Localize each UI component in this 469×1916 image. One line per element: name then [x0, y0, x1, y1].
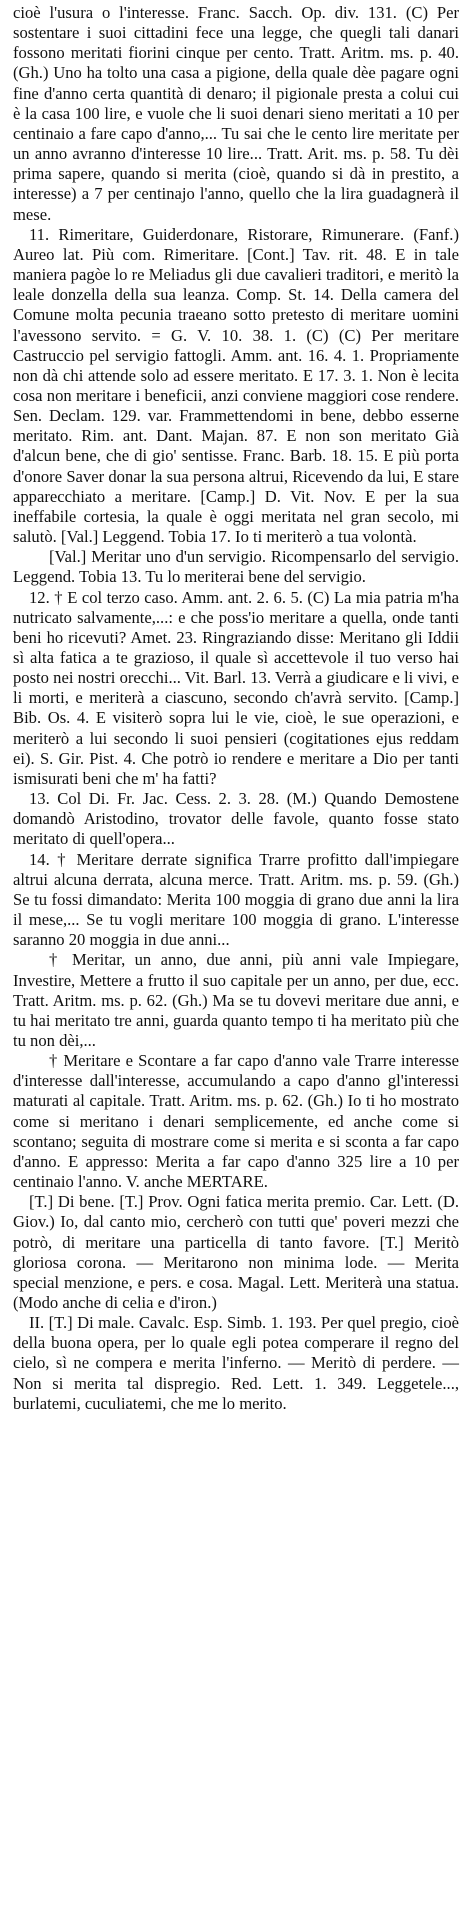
- paragraph-meritar-anni: † Meritar, un anno, due anni, più anni vale Impiegare, Investire, Mettere a frutto il suo capitale per un anno, per due, ecc. Tratt. Aritm. ms. p. 62. (Gh.) Ma se tu dovevi meritare due anni, e tu hai meritato tre anni, guarda quanto tempo ti ha meritato più che tu non dèi,...: [13, 950, 459, 1050]
- paragraph-sense-11: 11. Rimeritare, Guiderdonare, Ristorare, Rimunerare. (Fanf.) Aureo lat. Più com. Rimeritare. [Cont.] Tav. rit. 48. E in tale maniera pagòe lo re Meliadus gli due cavalieri traditori, e meritò la leale donzella della sua leanza. Comp. St. 14. Della camera del Comune molta pecunia traeano sotto pretesto di meritare uomini l'avessono servito. = G. V. 10. 38. 1. (C) (C) Per meritare Castruccio pel servigio fattogli. Amm. ant. 16. 4. 1. Propriamente non dà chi attende solo ad essere meritato. E 17. 3. 1. Non è lecita cosa non meritare i beneficii, anzi conviene maggiori cose rendere. Sen. Declam. 129. var. Frammettendomi in bene, debbo esserne meritato. Rim. ant. Dant. Majan. 87. E non son meritato Già d'alcun bene, che di gio' sentisse. Franc. Barb. 18. 15. E più porta d'onore Saver donar la sua persona altrui, Ricevendo da lui, E stare apparecchiato a meritare. [Camp.] D. Vit. Nov. E per la sua ineffabile cortesia, la quale è oggi meritata nel gran secolo, mi salutò. [Val.] Leggend. Tobia 17. Io ti meriterò a tua volontà.: [13, 224, 459, 547]
- paragraph-di-male: II. [T.] Di male. Cavalc. Esp. Simb. 1. 193. Per quel pregio, cioè della buona opera, per lo quale egli potea comperare il regno del cielo, sì ne compera e merita l'inferno. — Meritò di perdere. — Non si merita tal dispregio. Red. Lett. 1. 349. Leggetele..., burlatemi, cuculiatemi, che me lo merito.: [13, 1313, 459, 1413]
- paragraph-sense-13: 13. Col Di. Fr. Jac. Cess. 2. 3. 28. (M.) Quando Demostene domandò Aristodino, trovator delle favole, quanto fosse stato meritato di quell'opera...: [13, 789, 459, 849]
- paragraph-meritar-uno: [Val.] Meritar uno d'un servigio. Ricompensarlo del servigio. Leggend. Tobia 13. Tu lo meriterai bene del servigio.: [13, 547, 459, 587]
- paragraph-sense-14: 14. † Meritare derrate significa Trarre profitto dall'impiegare altrui alcuna derrata, alcuna merce. Tratt. Aritm. ms. p. 59. (Gh.) Se tu fossi dimandato: Merita 100 moggia di grano due anni la lira il mese,... Se tu vogli meritare 100 moggia di grano. L'interesse saranno 20 moggia in due anni...: [13, 849, 459, 950]
- paragraph-meritare-scontare: † Meritare e Scontare a far capo d'anno vale Trarre interesse d'interesse dall'interesse, accumulando a capo d'anno gl'interessi maturati al capitale. Tratt. Aritm. ms. p. 62. (Gh.) Io ti ho mostrato come si meritano i denari semplicemente, ed anche come si scontano; seguita di mostrare come si merita e si sconta a far capo d'anno. E appresso: Merita a far capo d'anno 325 lire a 10 per centinaio l'anno. V. anche MERTARE.: [13, 1051, 459, 1192]
- paragraph-sense-12: 12. † E col terzo caso. Amm. ant. 2. 6. 5. (C) La mia patria m'ha nutricato salvamente,...: e che poss'io meritare a quella, onde tanti beni ho ricevuti? Amet. 23. Ringraziando disse: Meritano gli Iddii sì alta fatica a te grazioso, il quale sì accettevole il tuo verso hai posto nei nostri orecchi... Vit. Barl. 13. Verrà a giudicare e li vivi, e li morti, e meriterà a ciascuno, secondo ch'avrà servito. [Camp.] Bib. Os. 4. E visiterò sopra lui le vie, cioè, le sue operazioni, e meriterò a lui secondo li suoi pensieri (cogitationes ejus reddam ei). S. Gir. Pist. 4. Che potrò io rendere e meritare a Dio per tanti ismisurati beni che m' ha fatti?: [13, 587, 459, 788]
- paragraph-di-bene: [T.] Di bene. [T.] Prov. Ogni fatica merita premio. Car. Lett. (D. Giov.) Io, dal canto mio, cercherò con tutti que' poveri mezzi che potrò, di meritare una particella di tanto favore. [T.] Meritò gloriosa corona. — Meritarono non minima lode. — Merita special menzione, e pers. e cosa. Magal. Lett. Meriterà una statua. (Modo anche di celia e d'iron.): [13, 1192, 459, 1312]
- paragraph-usura: cioè l'usura o l'interesse. Franc. Sacch. Op. div. 131. (C) Per sostentare i suoi cittadini fece una legge, che quegli tali danari fossono meritati fiorini cinque per cento. Tratt. Aritm. ms. p. 40. (Gh.) Uno ha tolto una casa a pigione, della quale dèe pagare ogni fine d'anno certa quantità di denaro; il pigionale presta a colui cui è la casa 100 lire, e vuole che li suoi denari sieno meritati a 10 per centinaio a fare capo d'anno,... Tu sai che le cento lire meritate per un anno avranno d'interesse 10 lire... Tratt. Arit. ms. p. 58. Tu dèi prima sapere, quando si merita (cioè, quando si dà in prestito, a interesse) a 7 per centinajo l'anno, quello che la lira guadagnerà il mese.: [13, 3, 459, 224]
